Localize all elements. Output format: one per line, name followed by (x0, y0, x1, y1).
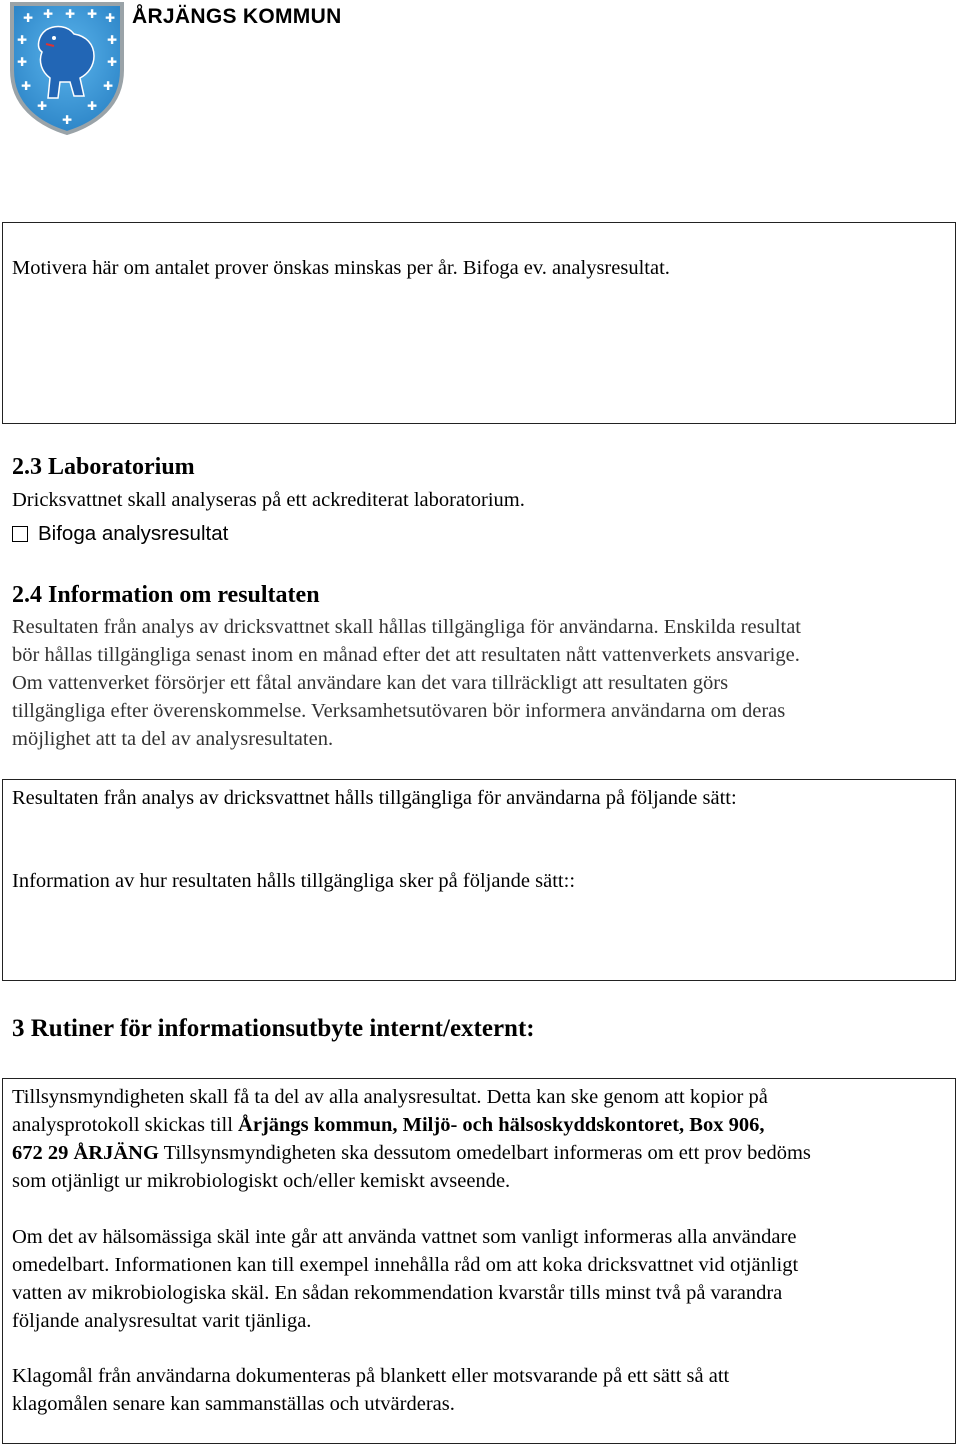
svg-text:✚: ✚ (22, 11, 34, 25)
checkbox-label: Bifoga analysresultat (38, 522, 229, 545)
svg-text:✚: ✚ (36, 99, 48, 113)
motivation-text-box[interactable] (2, 222, 956, 424)
svg-text:✚: ✚ (104, 11, 116, 25)
routines-line: följande analysresultat varit tjänliga. (12, 1310, 312, 1332)
section-2-4-line: Resultaten från analys av dricksvattnet skall hållas tillgängliga för användarna. Enskilda resultat (12, 616, 801, 638)
svg-text:✚: ✚ (64, 7, 76, 21)
address-bold: Årjängs kommun, Miljö- och hälsoskyddskontoret, Box 906, (238, 1114, 765, 1136)
routines-line: omedelbart. Informationen kan till exempel innehålla råd om att koka dricksvattnet vid otjänligt (12, 1254, 799, 1276)
routines-line: klagomålen senare kan sammanställas och utvärderas. (12, 1393, 455, 1415)
routines-line: 672 29 ÅRJÄNG Tillsynsmyndigheten ska dessutom omedelbart informeras om ett prov bedöms (12, 1142, 811, 1164)
section-2-3-heading: 2.3 Laboratorium (12, 454, 195, 480)
svg-text:✚: ✚ (61, 113, 73, 127)
section-2-3-text: Dricksvattnet skall analyseras på ett ackrediterat laboratorium. (12, 489, 525, 511)
coat-of-arms-logo-icon (8, 0, 126, 135)
information-method-prompt: Information av hur resultaten hålls tillgängliga sker på följande sätt:: (12, 870, 576, 892)
section-2-4-line: tillgängliga efter överenskommelse. Verksamhetsutövaren bör informera användarna om deras (12, 700, 786, 722)
section-2-4-heading: 2.4 Information om resultaten (12, 582, 320, 608)
svg-text:✚: ✚ (106, 33, 118, 47)
section-2-4-line: bör hållas tillgängliga senast inom en månad efter det att resultaten nått vattenverkets ansvarige. (12, 644, 800, 666)
attach-results-option[interactable] (12, 522, 228, 546)
motivation-prompt: Motivera här om antalet prover önskas minskas per år. Bifoga ev. analysresultat. (12, 257, 670, 279)
svg-text:✚: ✚ (106, 55, 118, 69)
svg-text:✚: ✚ (102, 79, 114, 93)
section-2-4-line: Om vattenverket försörjer ett fåtal användare kan det vara tillräckligt att resultaten görs (12, 672, 729, 694)
svg-text:✚: ✚ (16, 33, 28, 47)
section-2-4-line: möjlighet att ta del av analysresultaten. (12, 728, 334, 750)
svg-text:✚: ✚ (86, 7, 98, 21)
svg-text:✚: ✚ (16, 55, 28, 69)
routines-line: Om det av hälsomässiga skäl inte går att använda vattnet som vanligt informeras alla användare (12, 1226, 797, 1248)
postal-code-bold: 672 29 ÅRJÄNG (12, 1142, 159, 1164)
routines-line: Tillsynsmyndigheten skall få ta del av alla analysresultat. Detta kan ske genom att kopior på (12, 1086, 768, 1108)
svg-text:✚: ✚ (42, 7, 54, 21)
empty-checkbox-icon[interactable] (12, 526, 28, 542)
svg-text:✚: ✚ (86, 99, 98, 113)
section-3-heading: 3 Rutiner för informationsutbyte internt/externt: (12, 1015, 535, 1042)
svg-text:✚: ✚ (20, 79, 32, 93)
routines-line: analysprotokoll skickas till Årjängs kommun, Miljö- och hälsoskyddskontoret, Box 906, (12, 1114, 765, 1136)
organization-name: ÅRJÄNGS KOMMUN (132, 5, 342, 28)
routines-line: vatten av mikrobiologiska skäl. En sådan rekommendation kvarstår tills minst två på varandra (12, 1282, 783, 1304)
routines-line: Klagomål från användarna dokumenteras på blankett eller motsvarande på ett sätt så att (12, 1365, 730, 1387)
results-availability-prompt: Resultaten från analys av dricksvattnet hålls tillgängliga för användarna på följande sätt: (12, 787, 737, 809)
routines-line: som otjänligt ur mikrobiologiskt och/eller kemiskt avseende. (12, 1170, 511, 1192)
